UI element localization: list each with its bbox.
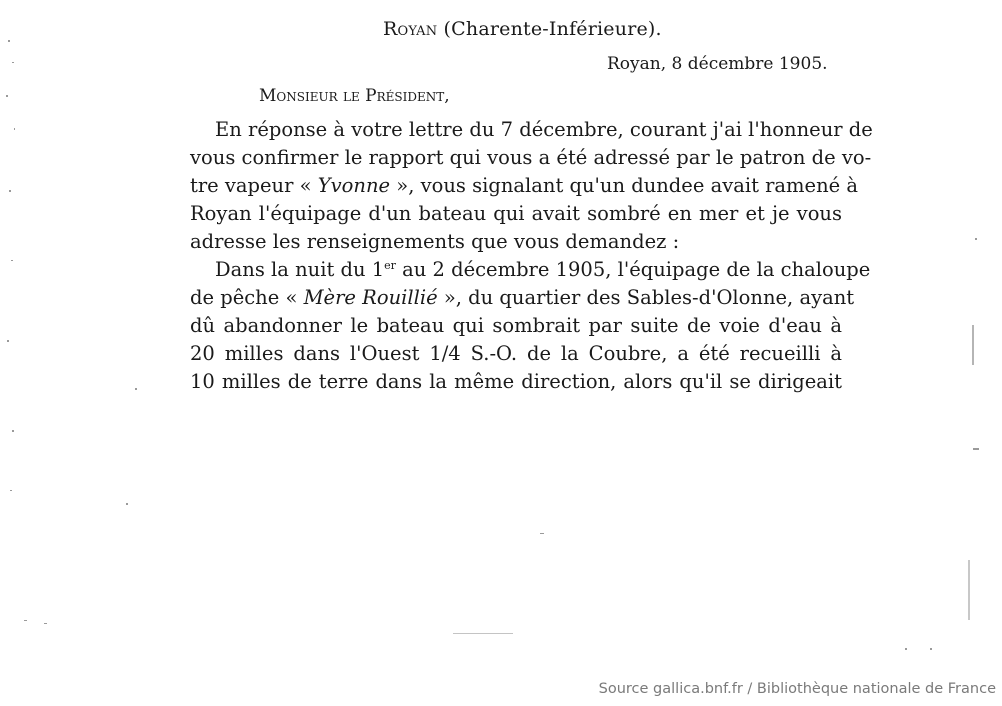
vessel-name-mere-rouillie: Mère Rouillié [303,286,438,309]
ordinal-superscript: er [384,259,396,272]
paragraph-2-line-5: 10 milles de terre dans la même direction, alors qu'il se dirigeait [190,370,842,393]
paragraph-2-line-1 [215,257,871,283]
vessel-name-yvonne: Yvonne [317,174,391,197]
paragraph-2-line-4: 20 milles dans l'Ouest 1/4 S.-O. de la Coubre, a été recueilli à [190,342,842,365]
text-segment: Dans la nuit du 1 [215,258,385,281]
letter-salutation: Monsieur le Président, [259,86,450,106]
letter-heading [383,18,662,40]
text-segment: de pêche « [190,286,304,309]
letter-dateline: Royan, 8 décembre 1905. [607,54,828,74]
heading-place-name: Royan [383,18,438,40]
paragraph-1-line-4: Royan l'équipage d'un bateau qui avait sombré en mer et je vous [190,202,842,225]
paragraph-1-line-5: adresse les renseignements que vous demandez : [190,230,680,253]
paragraph-1-line-2: vous confirmer le rapport qui vous a été adressé par le patron de vo- [190,146,872,169]
text-segment: », du quartier des Sables-d'Olonne, ayant [437,286,855,309]
text-segment: tre vapeur « [190,174,318,197]
paragraph-1-line-1: En réponse à votre lettre du 7 décembre, courant j'ai l'honneur de [215,118,873,141]
heading-region: (Charente-Inférieure). [437,18,662,40]
paragraph-2-line-2 [190,285,855,311]
source-attribution: Source gallica.bnf.fr / Bibliothèque nationale de France [598,681,996,697]
paragraph-2-line-3: dû abandonner le bateau qui sombrait par suite de voie d'eau à [190,314,842,337]
paragraph-1-line-3 [190,173,859,199]
text-segment: au 2 décembre 1905, l'équipage de la chaloupe [395,258,871,281]
text-segment: », vous signalant qu'un dundee avait ramené à [390,174,859,197]
